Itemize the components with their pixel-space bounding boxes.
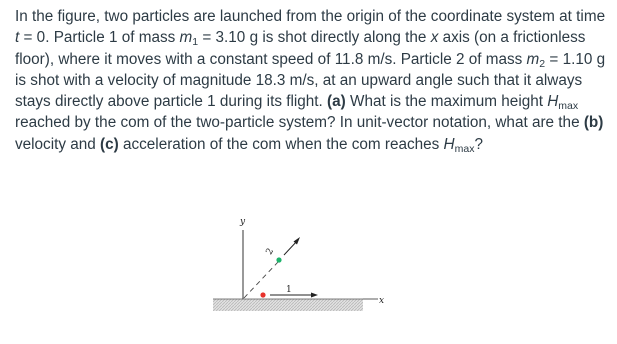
particle-2-label: 2 bbox=[264, 246, 277, 257]
launch-path bbox=[244, 262, 278, 298]
particles-figure bbox=[210, 215, 390, 320]
particle-1 bbox=[260, 292, 265, 297]
part-c-label: (c) bbox=[100, 135, 119, 153]
particle-2 bbox=[276, 257, 281, 262]
particle-1-label: 1 bbox=[286, 285, 292, 295]
problem-statement bbox=[15, 6, 611, 155]
velocity1-arrowhead bbox=[311, 293, 318, 298]
figure-svg bbox=[210, 215, 390, 320]
y-axis-label: y bbox=[240, 217, 246, 227]
problem-text: In the figure, two particles are launched from the origin of the coordinate system at time t = 0. Particle 1 of mass $m_1 = 3.10$ g is shot directly along the x axis (on a frictionless floor), where it moves with a constant speed of 11.8 m/s. Particle 2 of mass $m_2 = 1.10$ g is shot with a velocity of magnitude 18.3 m/s, at an upward angle such that it always stays directly above particle 1 during its flight. (a) What is the maximum height $H_{max}$ reached by the com of the two-particle system? In unit-vector notation, what are the (b) velocity and (c) acceleration of the com when the com reaches $H_{max}$? bbox=[15, 8, 606, 155]
x-axis-label: x bbox=[379, 296, 385, 306]
floor bbox=[213, 299, 363, 311]
part-b-label: (b) bbox=[583, 114, 604, 132]
part-a-label: (a) bbox=[327, 93, 346, 111]
